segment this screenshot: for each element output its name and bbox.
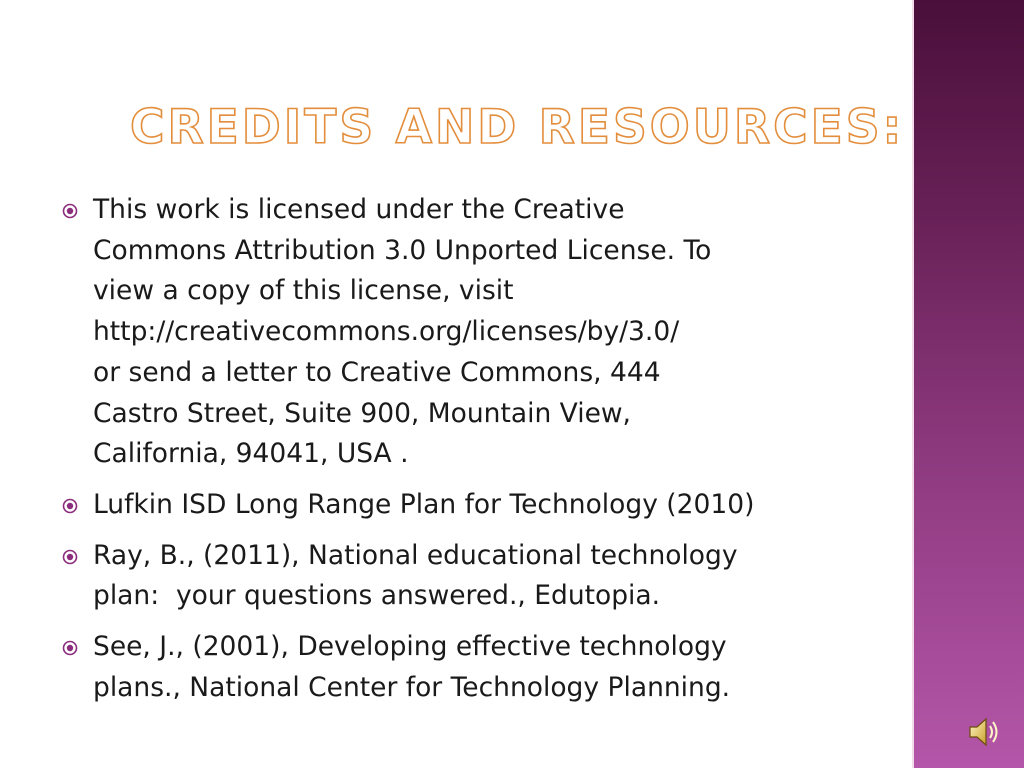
bullet-line: Ray, B., (2011), National educational technology	[93, 539, 738, 571]
license-link-text: http://creativecommons.org/licenses/by/3.0/	[93, 316, 680, 348]
bullet-line: Lufkin ISD Long Range Plan for Technology (2010)	[93, 488, 755, 520]
radio-bullet-icon	[62, 203, 78, 219]
list-item	[62, 190, 862, 475]
bullet-line: Castro Street, Suite 900, Mountain View,	[93, 397, 631, 429]
radio-bullet-icon	[62, 498, 78, 514]
bullet-list	[62, 190, 862, 708]
slide-content	[62, 190, 862, 718]
bullet-line: plans., National Center for Technology Planning.	[93, 671, 731, 703]
bullet-line: view a copy of this license, visit	[93, 275, 514, 307]
bullet-line: plan: your questions answered., Edutopia.	[93, 580, 661, 612]
bullet-line: Commons Attribution 3.0 Unported License. To	[93, 234, 712, 266]
bullet-line: California, 94041, USA .	[93, 438, 409, 470]
list-item	[62, 536, 862, 617]
bullet-text	[93, 627, 862, 708]
list-item	[62, 485, 862, 526]
bullet-line: This work is licensed under the Creative	[93, 194, 625, 225]
bullet-text	[93, 190, 862, 475]
radio-bullet-icon	[62, 549, 78, 565]
bullet-text	[93, 485, 862, 526]
list-item	[62, 627, 862, 708]
bullet-text	[93, 536, 862, 617]
bullet-line: or send a letter to Creative Commons, 444	[93, 356, 661, 388]
speaker-icon[interactable]	[967, 714, 1001, 750]
radio-bullet-icon	[62, 640, 78, 656]
bullet-line: See, J., (2001), Developing effective technology	[93, 631, 727, 663]
slide-title: CREDITS AND RESOURCES:	[130, 100, 905, 155]
decorative-side-band	[912, 0, 1024, 768]
